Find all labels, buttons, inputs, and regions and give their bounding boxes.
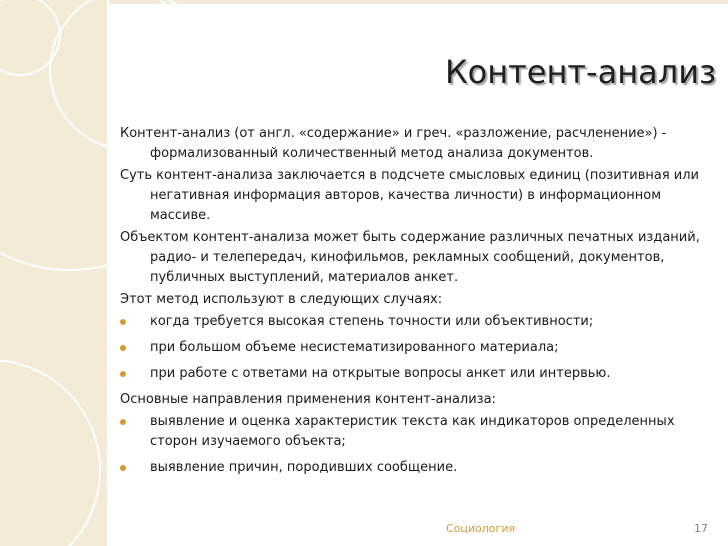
paragraph-object: Объектом контент-анализа может быть содержание различных печатных изданий, радио- и телепередач, кинофильмов, рекламных сообщений, документов, публичных выступлений, материалов анкет. — [120, 230, 700, 285]
direction-text: выявление причин, породивших сообщение. — [150, 460, 458, 475]
case-bullet — [120, 338, 700, 358]
bullet-icon — [120, 345, 126, 351]
slide-content — [120, 124, 700, 484]
paragraph-essence: Суть контент-анализа заключается в подсчете смысловых единиц (позитивная или негативная информация авторов, качества личности) в информационном массиве. — [120, 168, 699, 223]
case-text: при работе с ответами на открытые вопросы анкет или интервью. — [150, 366, 611, 381]
left-panel — [0, 0, 108, 546]
page-number: 17 — [694, 522, 708, 535]
bullet-icon — [120, 419, 126, 425]
case-bullet — [120, 364, 700, 384]
paragraph-definition: Контент-анализ (от англ. «содержание» и греч. «разложение, расчленение») - формализованный количественный метод анализа документов. — [120, 126, 667, 161]
bullet-icon — [120, 465, 126, 471]
case-text: при большом объеме несистематизированного материала; — [150, 340, 559, 355]
footer-subject: Социология — [446, 522, 516, 535]
case-text: когда требуется высокая степень точности или объективности; — [150, 314, 594, 329]
bullet-icon — [120, 371, 126, 377]
paragraph-cases-intro: Этот метод используют в следующих случаях: — [120, 292, 443, 307]
direction-bullet — [120, 458, 700, 478]
paragraph-directions-heading: Основные направления применения контент-анализа: — [120, 392, 496, 407]
bullet-icon — [120, 319, 126, 325]
top-panel — [108, 0, 728, 4]
direction-bullet — [120, 412, 700, 452]
direction-text: выявление и оценка характеристик текста как индикаторов определенных сторон изучаемого объекта; — [150, 414, 675, 449]
slide-title: Контент-анализ — [444, 53, 716, 91]
case-bullet — [120, 312, 700, 332]
